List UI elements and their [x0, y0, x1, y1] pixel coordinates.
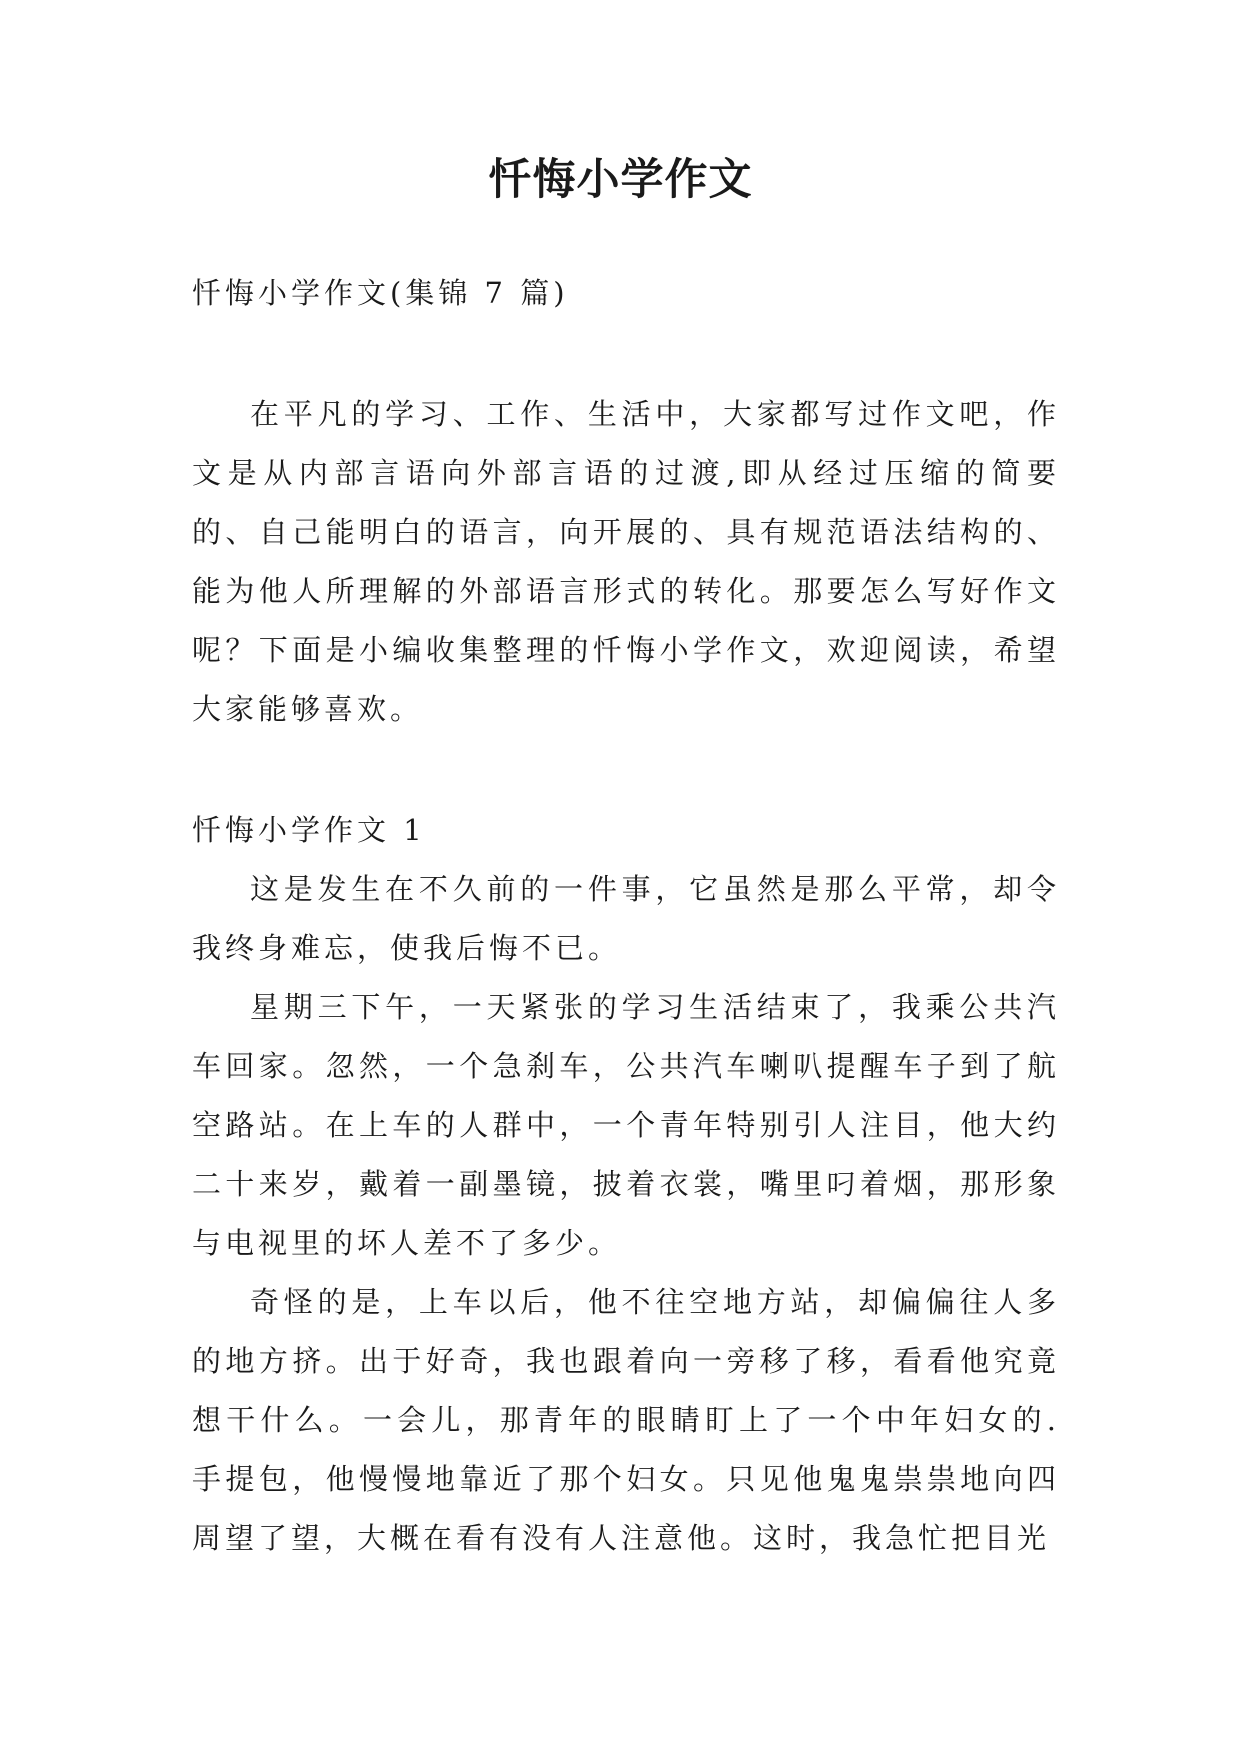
intro-paragraph: 在平凡的学习、工作、生活中，大家都写过作文吧，作文是从内部言语向外部言语的过渡,即从经过压缩的简要的、自己能明白的语言，向开展的、具有规范语法结构的、能为他人所理解的外部语言形式的转化。那要怎么写好作文呢？下面是小编收集整理的忏悔小学作文，欢迎阅读，希望大家能够喜欢。: [192, 397, 1060, 726]
document-subtitle: 忏悔小学作文(集锦 7 篇): [192, 276, 569, 310]
spacer: [192, 323, 1060, 385]
body-paragraph: 这是发生在不久前的一件事，它虽然是那么平常，却令我终身难忘，使我后悔不已。: [192, 872, 1060, 965]
document-title: 忏悔小学作文: [488, 155, 753, 205]
section-heading: 忏悔小学作文 1: [192, 813, 426, 847]
spacer: [192, 739, 1060, 801]
body-paragraph: 星期三下午，一天紧张的学习生活结束了，我乘公共汽车回家。忽然，一个急刹车，公共汽车喇叭提醒车子到了航空路站。在上车的人群中，一个青年特别引人注目，他大约二十来岁，戴着一副墨镜，披着衣裳，嘴里叼着烟，那形象与电视里的坏人差不了多少。: [192, 990, 1060, 1260]
body-paragraph: 奇怪的是，上车以后，他不往空地方站，却偏偏往人多的地方挤。出于好奇，我也跟着向一旁移了移，看看他究竟想干什么。一会儿，那青年的眼睛盯上了一个中年妇女的.手提包，他慢慢地靠近了那个妇女。只见他鬼鬼祟祟地向四周望了望，大概在看有没有人注意他。这时，我急忙把目光: [192, 1285, 1060, 1555]
document-body: [192, 264, 1060, 1568]
